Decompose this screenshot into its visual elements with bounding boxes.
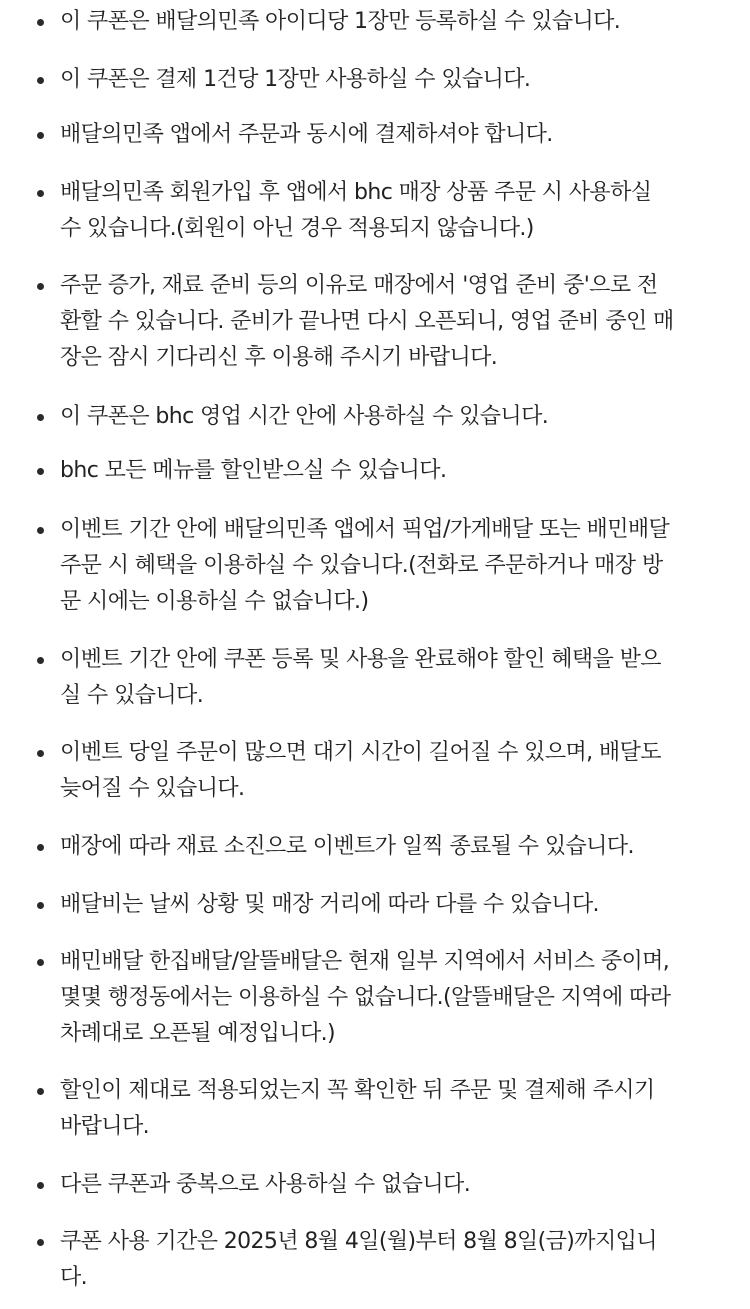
bullet-icon [37,283,44,290]
notice-text: 배민배달 한집배달/알뜰배달은 현재 일부 지역에서 서비스 중이며, 몇몇 행정동에서는 이용하실 수 없습니다.(알뜰배달은 지역에 따라 차례대로 오픈될 예정입니다.) [60,949,671,1046]
list-item [40,887,690,923]
list-item [40,1073,690,1145]
notice-text: 이벤트 당일 주문이 많으면 대기 시간이 길어질 수 있으며, 배달도 늦어질 수 있습니다. [60,740,661,801]
list-item [40,175,690,247]
bullet-icon [37,657,44,664]
list-item [40,829,690,865]
list-item [40,512,690,620]
list-item [40,117,690,153]
list-item [40,642,690,714]
bullet-icon [37,1239,44,1246]
list-item [40,453,690,489]
bullet-icon [37,527,44,534]
bullet-icon [37,1182,44,1189]
notice-text: bhc 모든 메뉴를 할인받으실 수 있습니다. [60,458,447,483]
notice-text: 다른 쿠폰과 중복으로 사용하실 수 없습니다. [60,1172,471,1197]
notice-text: 이 쿠폰은 배달의민족 아이디당 1장만 등록하실 수 있습니다. [60,9,621,34]
list-item [40,4,690,40]
notice-text: 주문 증가, 재료 준비 등의 이유로 매장에서 '영업 준비 중'으로 전 환할 수 있습니다. 준비가 끝나면 다시 오픈되니, 영업 준비 중인 매 장은 잠시 기다리신 후 이용해 주시기 바랍니다. [60,273,674,370]
list-item [40,1224,690,1296]
bullet-icon [37,844,44,851]
list-item [40,944,690,1052]
list-item [40,399,690,435]
notice-text: 이 쿠폰은 결제 1건당 1장만 사용하실 수 있습니다. [60,67,531,92]
bullet-icon [37,750,44,757]
list-item [40,735,690,807]
bullet-icon [37,414,44,421]
notice-text: 쿠폰 사용 기간은 2025년 8월 4일(월)부터 8월 8일(금)까지입니 다. [60,1229,657,1290]
notice-text: 매장에 따라 재료 소진으로 이벤트가 일찍 종료될 수 있습니다. [60,834,634,859]
notice-text: 이벤트 기간 안에 배달의민족 앱에서 픽업/가게배달 또는 배민배달 주문 시 혜택을 이용하실 수 있습니다.(전화로 주문하거나 매장 방 문 시에는 이용하실 수 없습니다.) [60,517,670,614]
list-item [40,62,690,98]
bullet-icon [37,902,44,909]
bullet-icon [37,1088,44,1095]
bullet-icon [37,77,44,84]
bullet-icon [37,190,44,197]
list-item [40,268,690,376]
bullet-icon [37,19,44,26]
bullet-icon [37,468,44,475]
notice-text: 할인이 제대로 적용되었는지 꼭 확인한 뒤 주문 및 결제해 주시기 바랍니다. [60,1078,655,1139]
notice-text: 이 쿠폰은 bhc 영업 시간 안에 사용하실 수 있습니다. [60,404,549,429]
bullet-icon [37,959,44,966]
notice-text: 배달비는 날씨 상황 및 매장 거리에 따라 다를 수 있습니다. [60,892,599,917]
notice-text: 배달의민족 앱에서 주문과 동시에 결제하셔야 합니다. [60,122,553,147]
notice-text: 배달의민족 회원가입 후 앱에서 bhc 매장 상품 주문 시 사용하실 수 있습니다.(회원이 아닌 경우 적용되지 않습니다.) [60,180,652,241]
notice-text: 이벤트 기간 안에 쿠폰 등록 및 사용을 완료해야 할인 혜택을 받으 실 수 있습니다. [60,647,661,708]
list-item [40,1167,690,1203]
bullet-icon [37,132,44,139]
